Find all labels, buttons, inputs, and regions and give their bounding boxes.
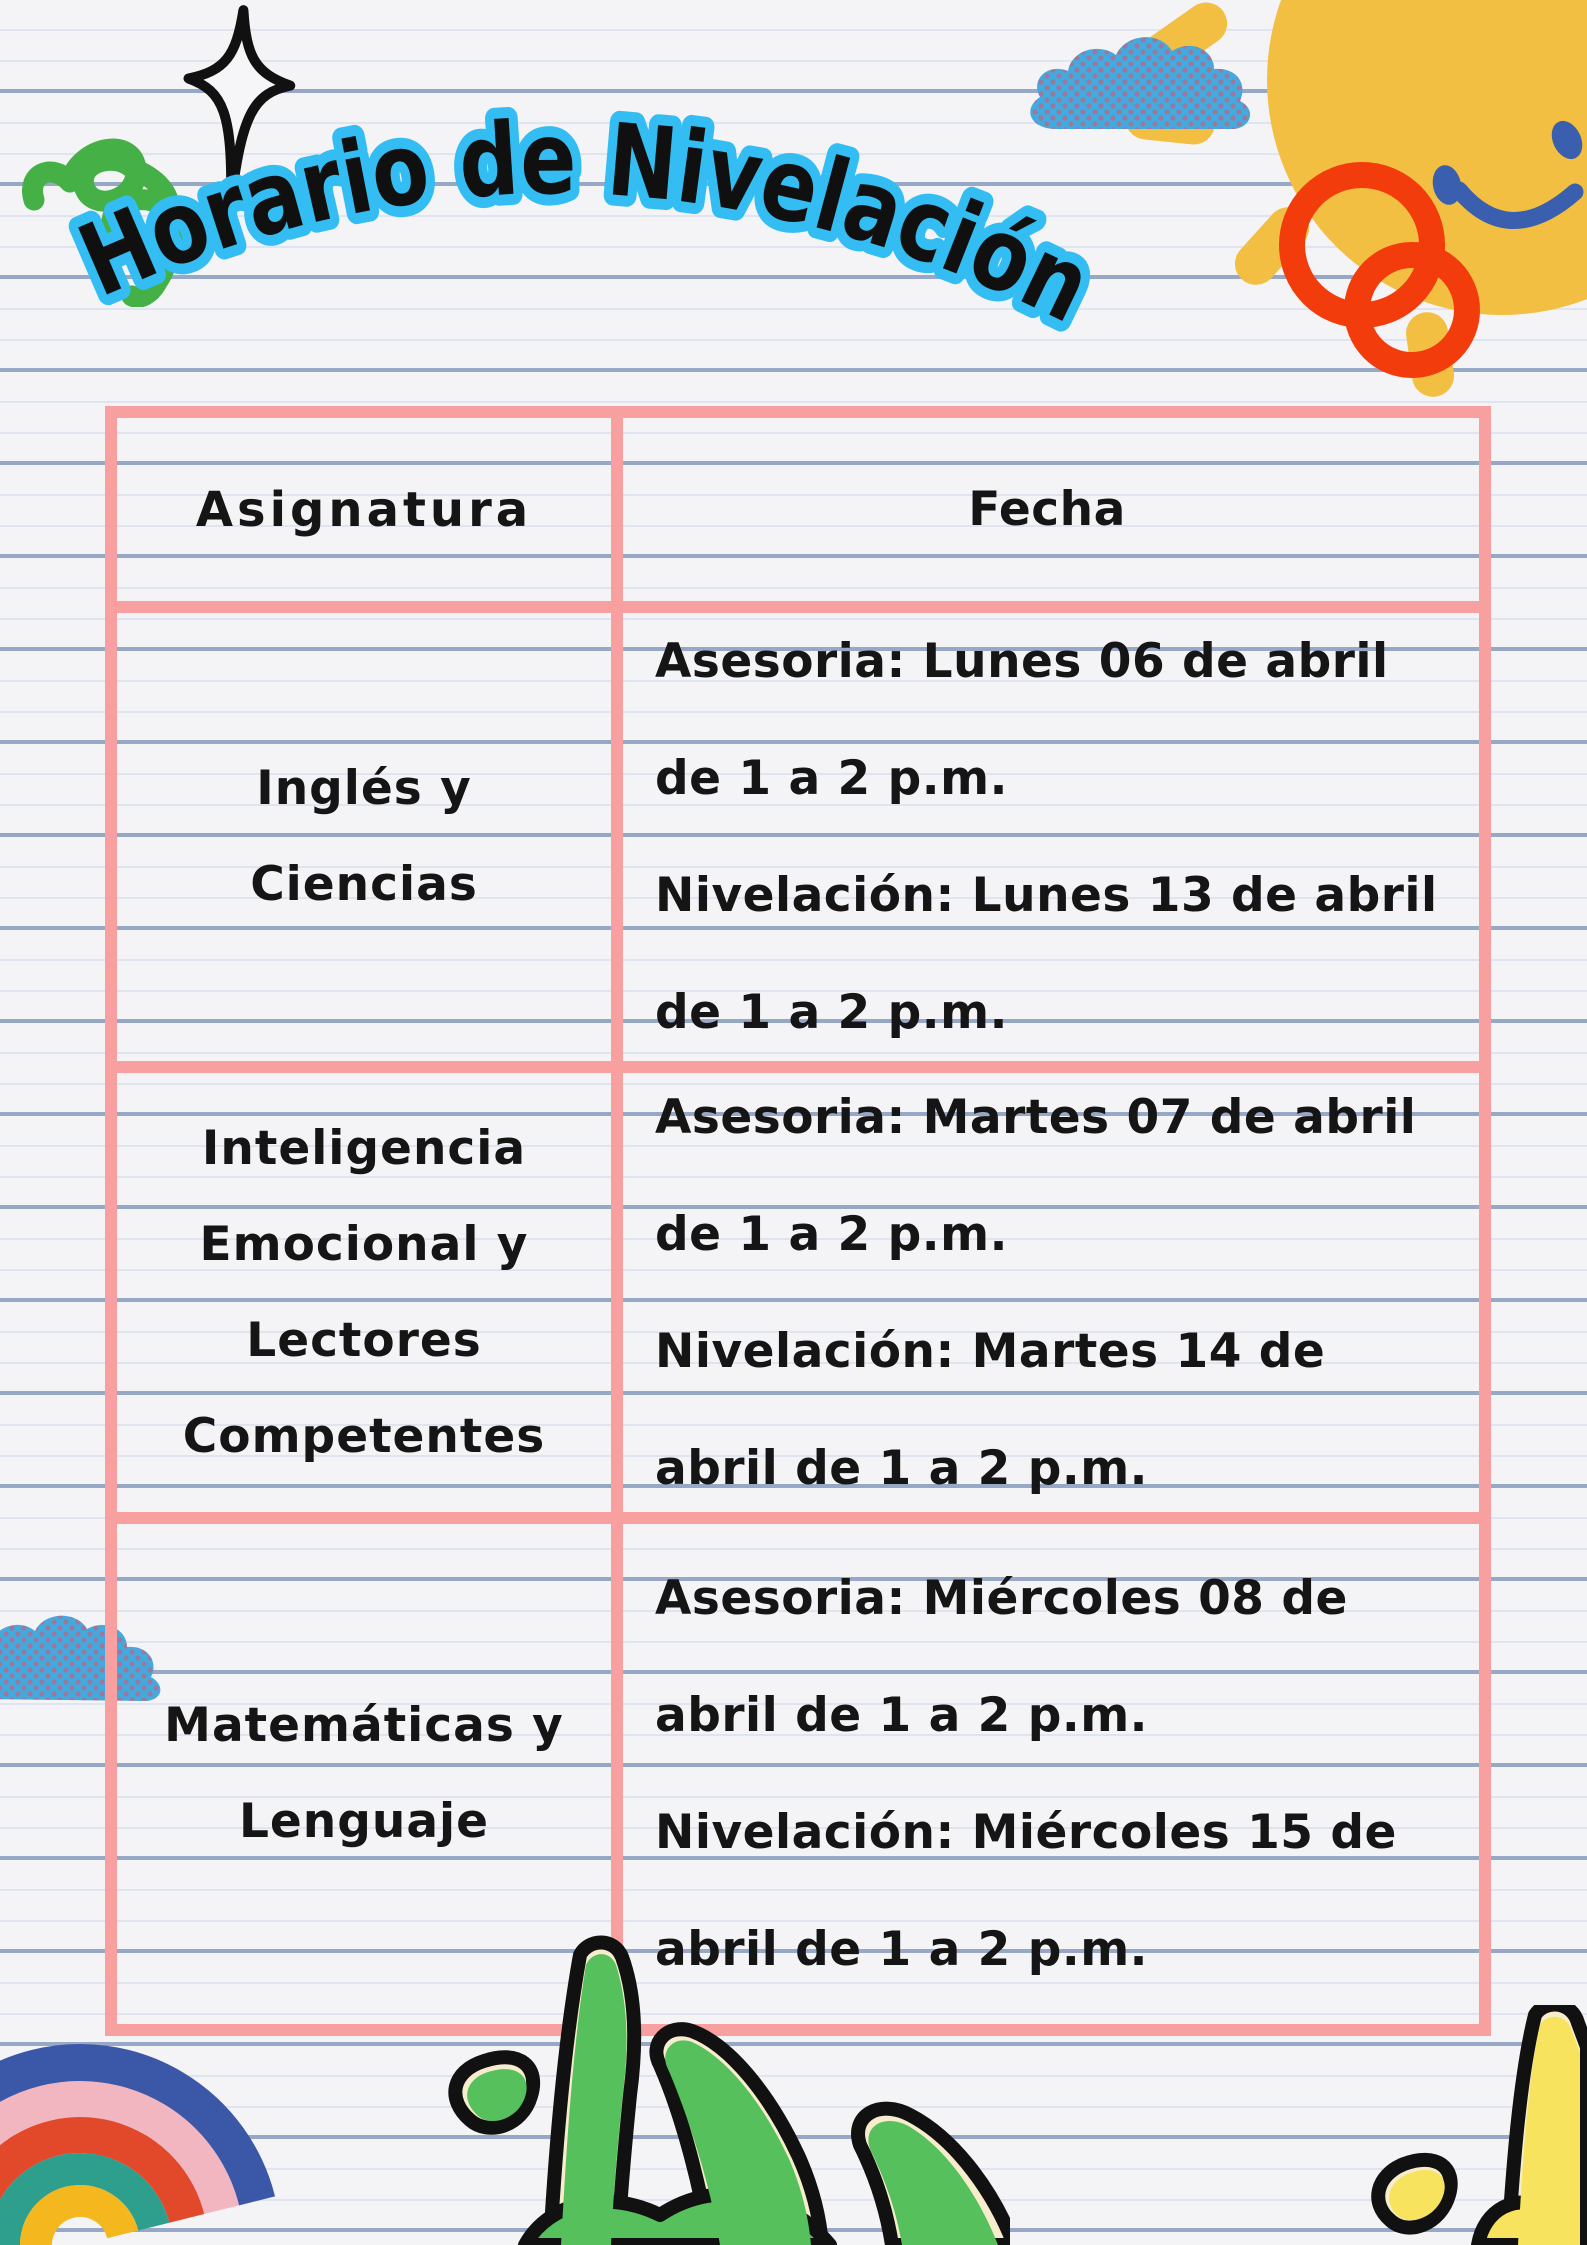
table-row-dates	[623, 1073, 1479, 1524]
subject-label: Matemáticas y Lenguaje	[164, 1698, 564, 1849]
svg-text:Horario de Nivelación	[63, 99, 1120, 351]
table-row-subject	[117, 1524, 623, 2024]
header-asignatura	[117, 418, 623, 613]
sparkle-icon	[175, 2, 305, 207]
nivelacion-text: Nivelación: Lunes 13 de abril de 1 a 2 p.m.	[655, 868, 1438, 1040]
red-scribble-icon	[1292, 175, 1467, 365]
green-squiggle-icon	[22, 112, 222, 307]
table-row-dates	[623, 613, 1479, 1073]
header-fecha	[623, 418, 1479, 613]
table-row-dates	[623, 1524, 1479, 2024]
schedule-table	[105, 406, 1491, 2036]
asesoria-text: Asesoria: Martes 07 de abril de 1 a 2 p.m.	[655, 1089, 1417, 1262]
asesoria-text: Asesoria: Miércoles 08 de abril de 1 a 2 p.m.	[655, 1571, 1348, 1743]
sun-face	[1429, 116, 1587, 221]
subject-label: Inglés y Ciencias	[250, 761, 478, 912]
table-row-subject	[117, 613, 623, 1073]
page-title-art	[0, 0, 1587, 400]
nivelacion-text: Nivelación: Miércoles 15 de abril de 1 a 2 p.m.	[655, 1805, 1397, 1977]
cloud-icon	[1020, 25, 1280, 145]
header-fecha-label: Fecha	[968, 482, 1126, 537]
yellow-splat-icon	[1360, 2005, 1587, 2245]
sun-icon	[1107, 0, 1587, 400]
subject-label: Inteligencia Emocional y Lectores Competentes	[182, 1120, 546, 1464]
page-title: Horario de Nivelación	[63, 99, 1120, 351]
asesoria-text: Asesoria: Lunes 06 de abril de 1 a 2 p.m.	[655, 634, 1389, 806]
nivelacion-text: Nivelación: Martes 14 de abril de 1 a 2 p.m.	[655, 1323, 1326, 1496]
header-asignatura-label: Asignatura	[195, 481, 533, 538]
table-row-subject	[117, 1073, 623, 1524]
